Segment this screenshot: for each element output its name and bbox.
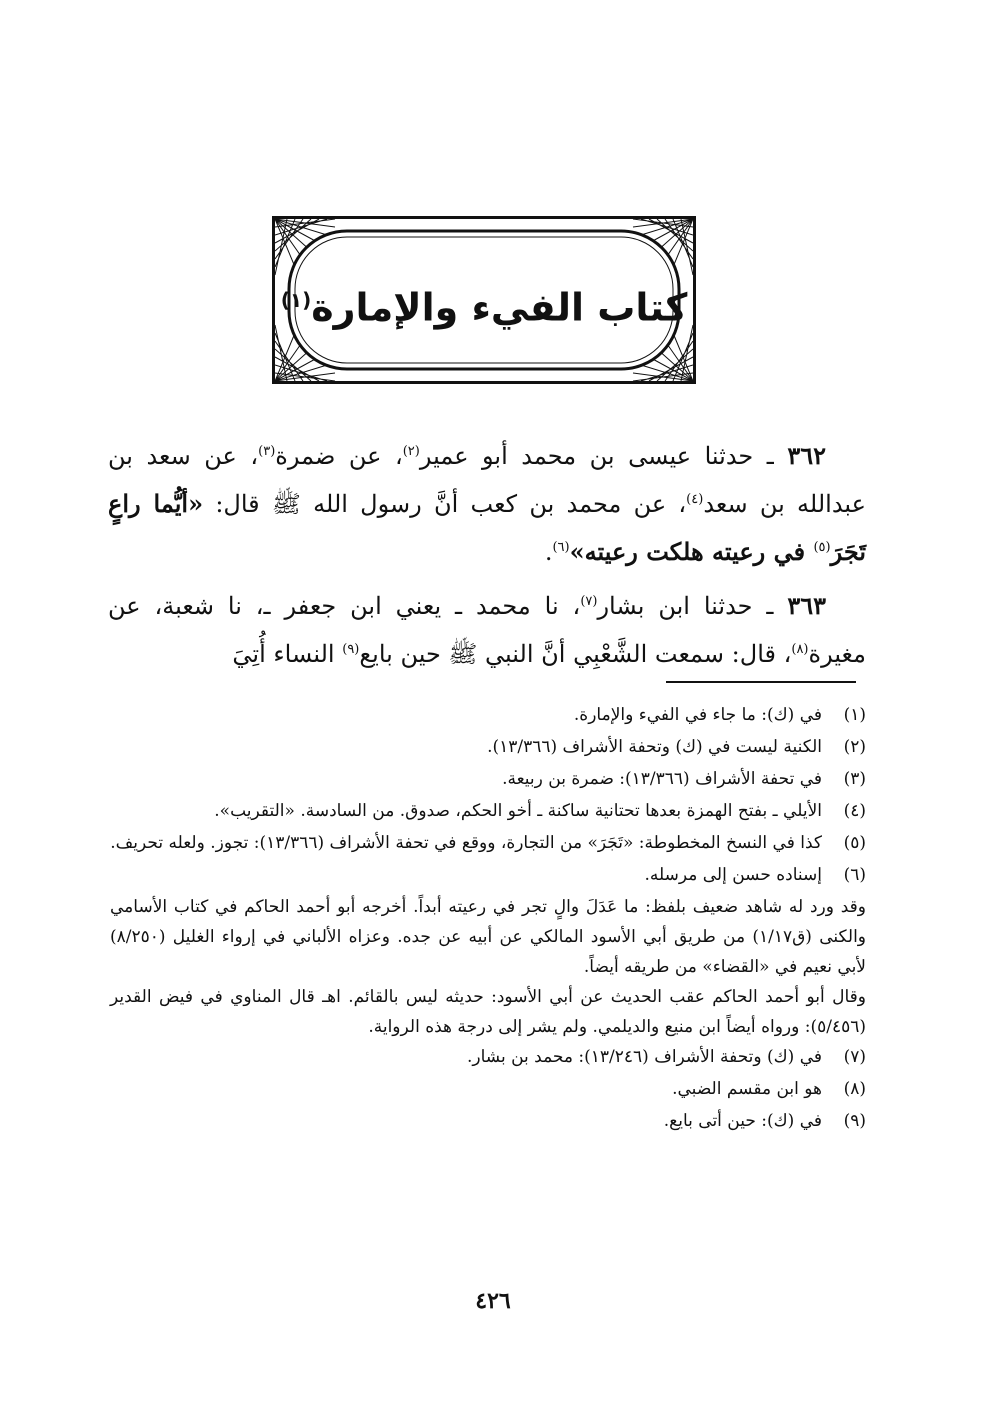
footnote-text: كذا في النسخ المخطوطة: «تَجَرَ» من التجارة، ووقع في تحفة الأشراف (١٣/٣٦٦): تجوز. ولعله تحريف. [110, 833, 822, 853]
footnotes [110, 700, 866, 1138]
hadith-text: النساء أُتِيَ [232, 640, 343, 668]
footnote-text: الكنية ليست في (ك) وتحفة الأشراف (١٣/٣٦٦). [487, 737, 822, 757]
footnote-text: إسناده حسن إلى مرسله. [644, 865, 822, 885]
hadith-text: ، قال: سمعت الشَّعْبِي أنَّ النبي ﷺ حين بايع [359, 640, 792, 668]
footnote-text: في (ك) وتحفة الأشراف (١٣/٢٤٦): محمد بن بشار. [467, 1047, 822, 1067]
hadith-dash: ـ [753, 442, 788, 470]
chapter-title-frame [272, 216, 696, 384]
footnote-text: في تحفة الأشراف (١٣/٣٦٦): ضمرة بن ربيعة. [502, 769, 822, 789]
footnote [110, 828, 866, 858]
footnote-number: (٨) [843, 1079, 866, 1099]
footnote [110, 1106, 866, 1136]
hadith-363 [108, 580, 866, 676]
footnote-number: (٩) [843, 1111, 866, 1131]
chapter-title-note-ref: (١) [280, 288, 312, 312]
footnote-number: (٥) [843, 833, 866, 853]
hadith-text: حدثنا عيسى بن محمد أبو عمير [419, 442, 754, 470]
hadith-number: ٣٦٣ [787, 591, 826, 620]
footnote-text: هو ابن مقسم الضبي. [672, 1079, 822, 1099]
footnote-separator [666, 681, 856, 683]
note-ref: (٤) [686, 492, 704, 507]
footnote-number: (١) [843, 705, 866, 725]
footnote-number: (٦) [843, 865, 866, 885]
main-text [108, 430, 866, 682]
note-ref: (٧) [580, 594, 598, 609]
footnote [110, 1074, 866, 1104]
footnote [110, 1042, 866, 1072]
hadith-text: ، عن سعد بن عبدالله بن سعد [108, 442, 866, 518]
footnote [110, 732, 866, 762]
hadith-text: ، نا محمد ـ يعني ابن جعفر ـ، نا شعبة، عن مغيرة [108, 592, 866, 668]
note-ref: (٩) [342, 642, 360, 657]
footnote [110, 700, 866, 730]
hadith-dash: ـ [752, 592, 788, 620]
hadith-quote: في رعيته هلكت رعيته» [569, 537, 814, 566]
note-ref: (٨) [791, 642, 809, 657]
footnote-number: (٢) [843, 737, 866, 757]
footnote-continuation [110, 892, 866, 982]
chapter-title-text: كتاب الفيء والإمارة [311, 285, 688, 330]
footnote-text: وقال أبو أحمد الحاكم عقب الحديث عن أبي الأسود: حديثه ليس بالقائم. اهـ قال المناوي في فيض القدير (٥/٤٥٦): ورواه أيضاً ابن منيع والديلمي. ولم يشر إلى درجة هذه الرواية. [110, 987, 866, 1037]
hadith-text: ، عن ضمرة [275, 442, 403, 470]
footnote [110, 860, 866, 890]
hadith-text: . [544, 538, 553, 566]
hadith-text: حدثنا ابن بشار [597, 592, 753, 620]
footnote-text: وقد ورد له شاهد ضعيف بلفظ: ما عَدَلَ والٍ تجر في رعيته أبداً. أخرجه أبو أحمد الحاكم في كتاب الأسامي والكنى (ق١/١٧) من طريق أبي الأسود المالكي عن أبيه عن جده. وعزاه الألباني في إرواء الغليل (٨/٢٥٠) لأبي نعيم في «القضاء» من طريقه أيضاً. [110, 897, 866, 977]
footnote [110, 796, 866, 826]
footnote-text: في (ك): حين أتى بايع. [663, 1111, 822, 1131]
footnote-number: (٣) [843, 769, 866, 789]
note-ref: (٢) [402, 444, 420, 459]
hadith-quote: «أيُّما راعٍ تَجَرَ [108, 489, 866, 566]
footnote-continuation [110, 982, 866, 1042]
footnote-number: (٤) [843, 801, 866, 821]
chapter-title [275, 275, 693, 333]
hadith-362 [108, 430, 866, 574]
hadith-number: ٣٦٢ [787, 441, 826, 470]
footnote [110, 764, 866, 794]
page-number: ٤٢٦ [475, 1288, 511, 1314]
note-ref: (٣) [258, 444, 276, 459]
note-ref: (٦) [552, 540, 570, 555]
footnote-text: الأيلي ـ بفتح الهمزة بعدها تحتانية ساكنة ـ أخو الحكم، صدوق. من السادسة. «التقريب». [214, 801, 822, 821]
footnote-text: في (ك): ما جاء في الفيء والإمارة. [573, 705, 822, 725]
note-ref: (٥) [813, 540, 831, 555]
footnote-number: (٧) [843, 1047, 866, 1067]
hadith-text: ، عن محمد بن كعب أنَّ رسول الله ﷺ قال: [203, 490, 687, 518]
